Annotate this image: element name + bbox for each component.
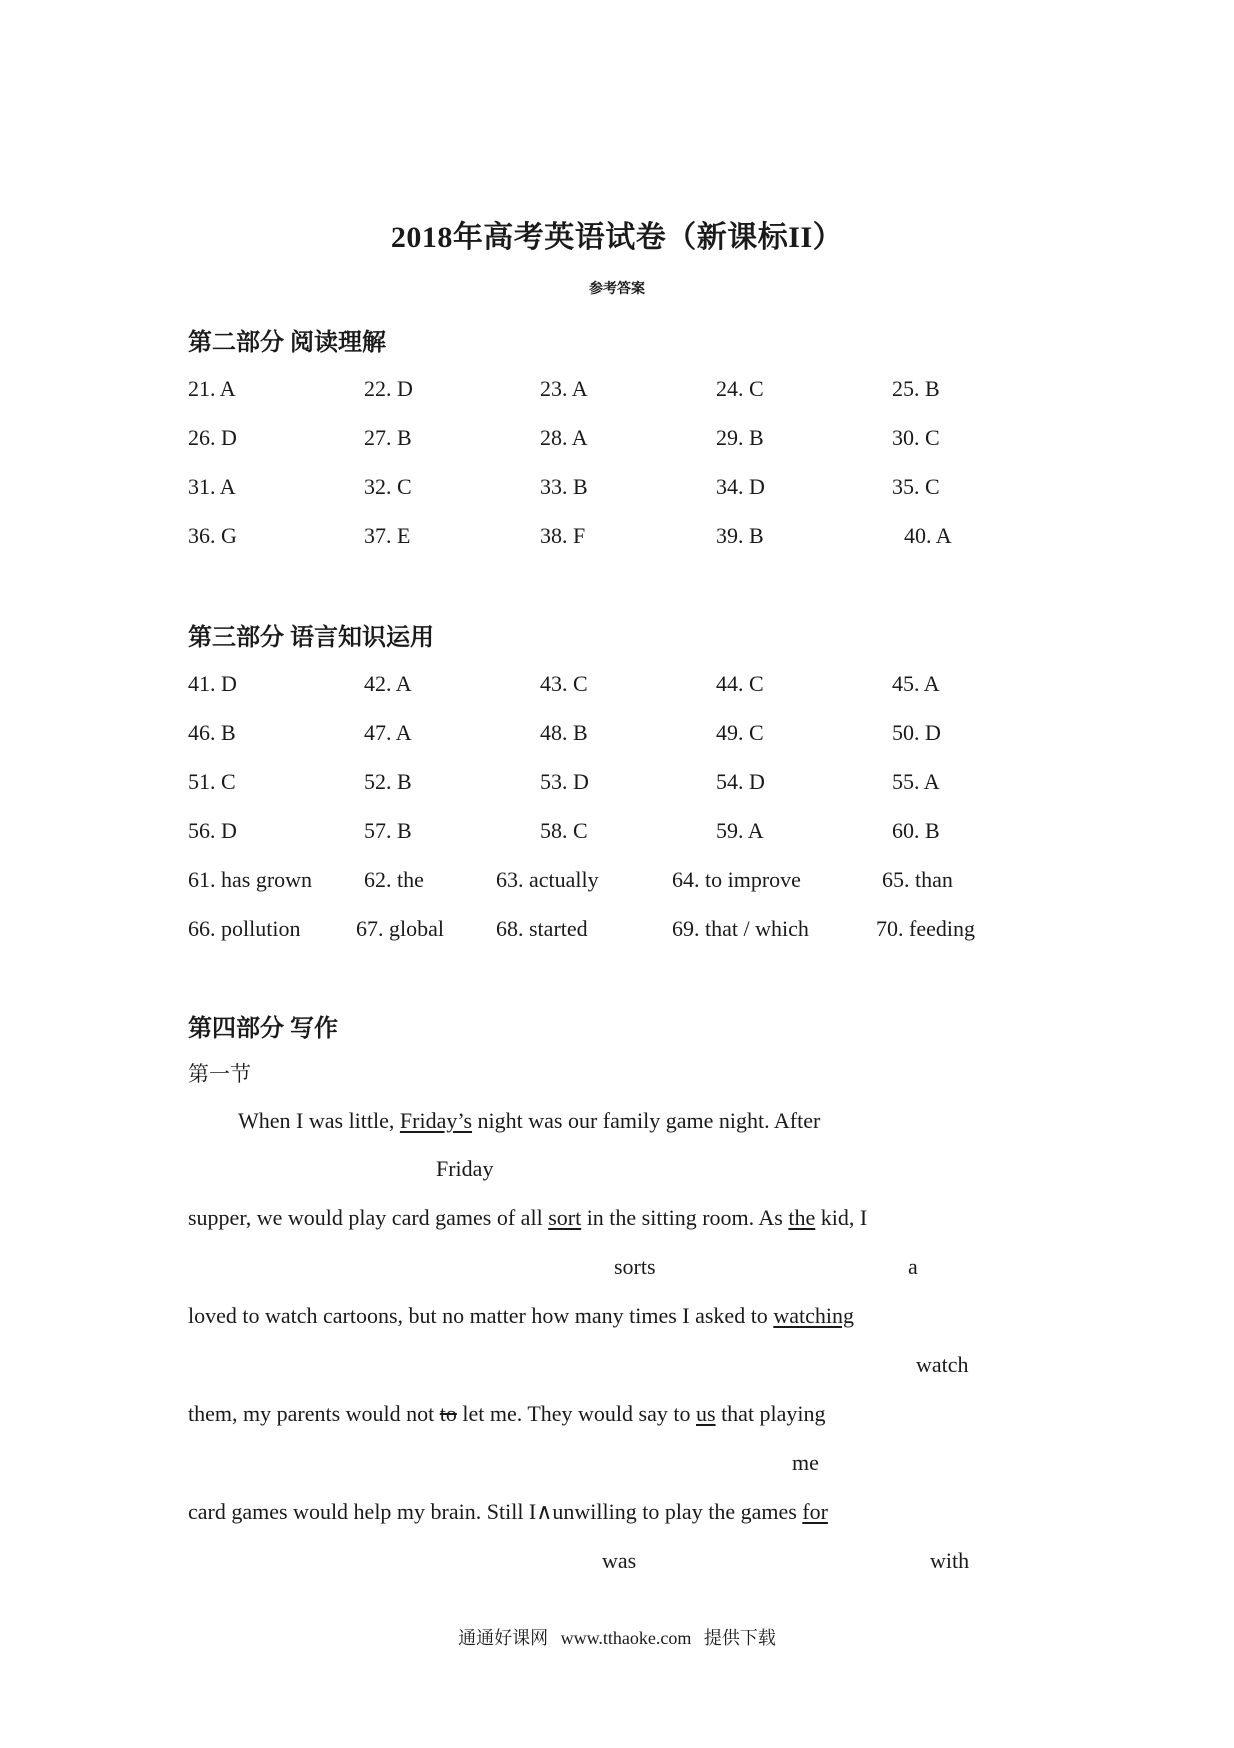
answer-item: 41. D <box>188 671 237 696</box>
answer-item: 69. that / which <box>672 916 809 941</box>
correction-4: me <box>792 1450 819 1475</box>
answer-item: 57. B <box>364 818 412 843</box>
answer-item: 32. C <box>364 474 412 499</box>
essay-text: supper, we would play card games of all <box>188 1205 549 1230</box>
page-subtitle: 参考答案 <box>589 282 645 297</box>
answer-item: 63. actually <box>496 867 599 892</box>
correction-1: Friday <box>436 1156 494 1181</box>
essay-text: When I was little, <box>238 1108 400 1133</box>
answer-item: 61. has grown <box>188 867 313 892</box>
footer-url[interactable]: www.tthaoke.com <box>560 1628 692 1648</box>
answer-item: 25. B <box>892 376 940 401</box>
error-mark: us <box>696 1401 716 1426</box>
answer-item: 34. D <box>716 474 765 499</box>
essay-text: night was our family game night. After <box>472 1108 821 1133</box>
answer-item: 30. C <box>892 425 940 450</box>
answer-item: 37. E <box>364 523 411 548</box>
answer-item: 39. B <box>716 523 764 548</box>
error-mark: the <box>788 1205 816 1230</box>
essay-line-4 <box>188 1401 826 1427</box>
answer-item: 47. A <box>364 720 412 745</box>
answer-item: 58. C <box>540 818 588 843</box>
error-mark: sort <box>548 1205 582 1230</box>
correction-2b: a <box>908 1254 918 1279</box>
section-heading-part2: 第二部分 阅读理解 <box>188 330 386 356</box>
answer-item: 54. D <box>716 769 765 794</box>
footer-suffix: 提供下载 <box>703 1628 776 1648</box>
insertion-mark: ∧ <box>536 1499 553 1524</box>
answer-item: 23. A <box>540 376 588 401</box>
correction-2a: sorts <box>614 1254 656 1279</box>
answer-item: 55. A <box>892 769 940 794</box>
section-heading-part3: 第三部分 语言知识运用 <box>188 625 434 651</box>
answer-item: 46. B <box>188 720 236 745</box>
answer-item: 28. A <box>540 425 588 450</box>
answer-item: 42. A <box>364 671 412 696</box>
answer-item: 44. C <box>716 671 764 696</box>
answer-item: 31. A <box>188 474 236 499</box>
answer-item: 59. A <box>716 818 764 843</box>
correction-5b: with <box>930 1548 970 1573</box>
essay-text: them, my parents would not <box>188 1401 440 1426</box>
answer-item: 53. D <box>540 769 589 794</box>
correction-5a: was <box>602 1548 637 1573</box>
error-mark: watching <box>773 1303 854 1328</box>
page-footer <box>0 1624 1234 1650</box>
essay-text: kid, I <box>815 1205 868 1230</box>
answer-item: 24. C <box>716 376 764 401</box>
essay-text: unwilling to play the games <box>552 1499 803 1524</box>
answer-item: 43. C <box>540 671 588 696</box>
deletion-mark: to <box>439 1401 457 1426</box>
answer-item: 38. F <box>540 523 586 548</box>
essay-text: let me. They would say to <box>456 1401 696 1426</box>
answer-item: 60. B <box>892 818 940 843</box>
answer-item: 21. A <box>188 376 236 401</box>
essay-line-3 <box>188 1303 854 1329</box>
answer-item: 40. A <box>904 523 952 548</box>
answer-item: 51. C <box>188 769 236 794</box>
answer-item: 22. D <box>364 376 413 401</box>
essay-text: card games would help my brain. Still I <box>188 1499 537 1524</box>
answer-item: 65. than <box>882 867 953 892</box>
answer-item: 62. the <box>364 867 424 892</box>
essay-line-1 <box>238 1108 820 1134</box>
answer-item: 48. B <box>540 720 588 745</box>
answer-item: 35. C <box>892 474 940 499</box>
answer-item: 50. D <box>892 720 941 745</box>
essay-line-2 <box>188 1205 867 1231</box>
answer-item: 29. B <box>716 425 764 450</box>
answer-item: 64. to improve <box>672 867 801 892</box>
answer-item: 49. C <box>716 720 764 745</box>
answer-item: 70. feeding <box>876 916 975 941</box>
error-mark: for <box>802 1499 828 1524</box>
answer-item: 45. A <box>892 671 940 696</box>
answer-item: 33. B <box>540 474 588 499</box>
correction-3: watch <box>916 1352 969 1377</box>
footer-site: 通通好课网 <box>458 1628 549 1648</box>
answer-item: 27. B <box>364 425 412 450</box>
essay-text: in the sitting room. As <box>581 1205 789 1230</box>
essay-text: loved to watch cartoons, but no matter how many times I asked to <box>188 1303 774 1328</box>
answer-item: 26. D <box>188 425 237 450</box>
answer-item: 67. global <box>356 916 444 941</box>
essay-text: that playing <box>715 1401 826 1426</box>
answer-item: 56. D <box>188 818 237 843</box>
answer-item: 36. G <box>188 523 237 548</box>
answer-item: 68. started <box>496 916 588 941</box>
essay-line-5 <box>188 1499 828 1525</box>
subsection-label: 第一节 <box>188 1062 251 1086</box>
section-heading-part4: 第四部分 写作 <box>188 1016 338 1042</box>
answer-item: 66. pollution <box>188 916 301 941</box>
error-mark: Friday’s <box>399 1108 473 1133</box>
page-title: 2018年高考英语试卷（新课标II） <box>390 221 844 254</box>
answer-item: 52. B <box>364 769 412 794</box>
